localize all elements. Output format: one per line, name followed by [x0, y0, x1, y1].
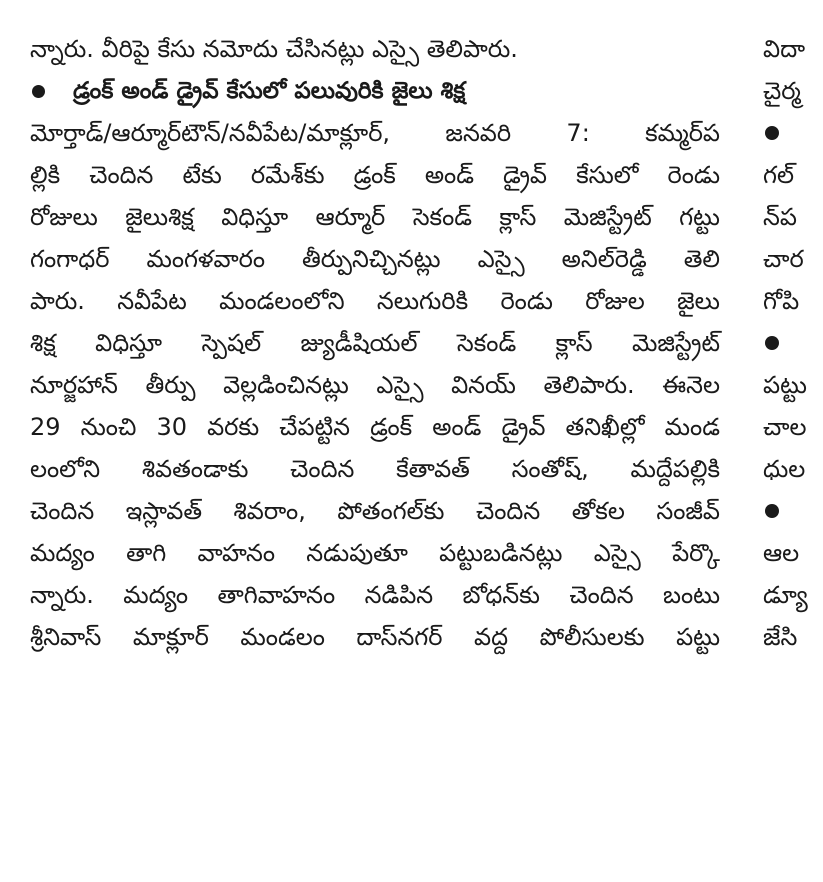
side-line-text: గోపి [763, 287, 800, 315]
side-line-text: జేసి [763, 623, 798, 651]
main-article-column [30, 0, 720, 658]
side-line [763, 448, 823, 490]
side-line [763, 280, 823, 322]
body-line: శిక్ష విధిస్తూ స్పెషల్ జ్యుడీషియల్ సెకండ్ క్లాస్ మెజిస్ట్రేట్ [30, 329, 720, 357]
side-lines [763, 28, 823, 658]
body-line: చెందిన ఇస్లావత్ శివరాం, పోతంగల్‌కు చెందిన తోకల సంజీవ్ [30, 497, 720, 525]
side-line-text: ధుల [763, 455, 806, 483]
side-line [763, 154, 823, 196]
body-line: మద్యం తాగి వాహనం నడుపుతూ పట్టుబడినట్లు ఎస్సై పేర్కొ [30, 539, 720, 567]
side-line [763, 532, 823, 574]
side-line [763, 616, 823, 658]
side-line [763, 238, 823, 280]
body-line: ల్లికి చెందిన టేకు రమేశ్‌కు డ్రంక్ అండ్ డ్రైవ్ కేసులో రెండు [30, 161, 720, 189]
side-line [763, 322, 823, 364]
side-line [763, 70, 823, 112]
article-headline [30, 70, 720, 112]
side-line-text: గల్ [763, 161, 795, 189]
side-line-text: చాల [763, 413, 807, 441]
body-line: న్నారు. మద్యం తాగివాహనం నడిపిన బోధన్‌కు చెందిన బంటు [30, 581, 720, 609]
side-line-text: డ్యూ [763, 581, 808, 609]
body-line: నూర్జహాన్ తీర్పు వెల్లడించినట్లు ఎస్సై వినయ్ తెలిపారు. ఈనెల [30, 371, 720, 399]
side-line [763, 574, 823, 616]
bullet-icon [32, 85, 45, 98]
cut-off-line [30, 0, 720, 28]
body-line: మోర్తాడ్/ఆర్మూర్‌టౌన్/నవీపేట/మాక్లూర్, జనవరి 7: కమ్మర్‌ప [30, 119, 720, 147]
body-line: లంలోని శివతండాకు చెందిన కేతావత్ సంతోష్, మద్దేపల్లికి [30, 455, 720, 483]
side-line-text: న్‌ప [763, 203, 797, 231]
side-line-text: చైర్మ [763, 77, 801, 105]
side-line-text: విదా [763, 35, 806, 63]
side-line [763, 406, 823, 448]
side-line [763, 28, 823, 70]
body-line: పారు. నవీపేట మండలంలోని నలుగురికి రెండు రోజుల జైలు [30, 287, 720, 315]
side-line-text: చార [763, 245, 804, 273]
body-line: శ్రీనివాస్ మాక్లూర్ మండలం దాస్‌నగర్ వద్ద పోలీసులకు పట్టు [30, 623, 720, 651]
bullet-icon [765, 336, 779, 350]
body-line: 29 నుంచి 30 వరకు చేపట్టిన డ్రంక్ అండ్ డ్రైవ్ తనిఖీల్లో మండ [30, 413, 720, 441]
cut-off-line [763, 0, 823, 28]
side-line-text: ఆల [763, 539, 800, 567]
body-line: గంగాధర్ మంగళవారం తీర్పునిచ్చినట్లు ఎస్సై అనిల్‌రెడ్డి తెలి [30, 245, 720, 273]
body-line: న్నారు. వీరిపై కేసు నమోదు చేసినట్లు ఎస్సై తెలిపారు. [30, 35, 518, 63]
side-line [763, 490, 823, 532]
side-line [763, 364, 823, 406]
body-line: రోజులు జైలుశిక్ష విధిస్తూ ఆర్మూర్ సెకండ్ క్లాస్ మెజిస్ట్రేట్ గట్టు [30, 203, 720, 231]
bullet-icon [765, 126, 779, 140]
bullet-icon [765, 504, 779, 518]
side-line [763, 196, 823, 238]
side-line [763, 112, 823, 154]
headline-text: డ్రంక్ అండ్ డ్రైవ్ కేసులో పలువురికి జైలు శిక్ష [73, 78, 466, 104]
side-line-text: పట్టు [763, 371, 807, 399]
adjacent-column-fragment [763, 0, 823, 658]
